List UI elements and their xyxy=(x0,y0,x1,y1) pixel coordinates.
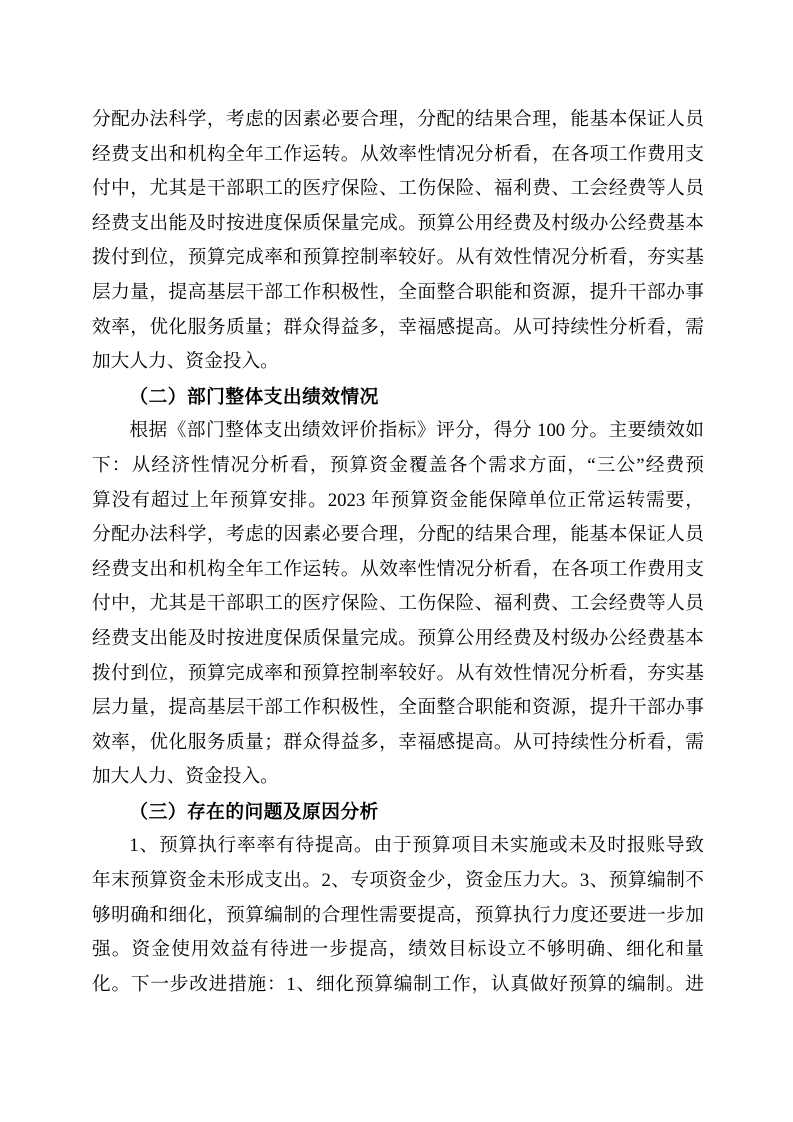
text-line: 层力量，提高基层干部工作积极性，全面整合职能和资源，提升干部办事 xyxy=(92,697,704,719)
text-line: 付中，尤其是干部职工的医疗保险、工伤保险、福利费、工会经费等人员 xyxy=(92,178,704,200)
text-line: 拨付到位，预算完成率和预算控制率较好。从有效性情况分析看，夯实基 xyxy=(92,662,704,684)
text-line: 经费支出和机构全年工作运转。从效率性情况分析看，在各项工作费用支 xyxy=(92,143,704,165)
text-line: 根据《部门整体支出绩效评价指标》评分，得分 100 分。主要绩效如 xyxy=(129,420,704,442)
text-line: 加大人力、资金投入。 xyxy=(92,351,279,373)
text-line: 效率，优化服务质量；群众得益多，幸福感提高。从可持续性分析看，需 xyxy=(92,316,704,338)
text-line: 分配办法科学，考虑的因素必要合理，分配的结果合理，能基本保证人员 xyxy=(92,524,704,546)
text-line: 下：从经济性情况分析看，预算资金覆盖各个需求方面，“三公”经费预 xyxy=(92,454,704,476)
text-line: 算没有超过上年预算安排。2023 年预算资金能保障单位正常运转需要， xyxy=(92,489,704,511)
text-line: 强。资金使用效益有待进一步提高，绩效目标设立不够明确、细化和量 xyxy=(92,939,704,961)
document-text-block xyxy=(92,103,704,1002)
text-line: 分配办法科学，考虑的因素必要合理，分配的结果合理，能基本保证人员 xyxy=(92,109,704,130)
text-line: 化。下一步改进措施：1、细化预算编制工作，认真做好预算的编制。进 xyxy=(92,973,704,995)
text-line: 加大人力、资金投入。 xyxy=(92,766,279,788)
text-line: 经费支出和机构全年工作运转。从效率性情况分析看，在各项工作费用支 xyxy=(92,558,704,580)
text-line: 效率，优化服务质量；群众得益多，幸福感提高。从可持续性分析看，需 xyxy=(92,731,704,753)
text-line: 付中，尤其是干部职工的医疗保险、工伤保险、福利费、工会经费等人员 xyxy=(92,593,704,615)
section-heading: （二）部门整体支出绩效情况 xyxy=(129,385,379,407)
section-heading: （三）存在的问题及原因分析 xyxy=(129,800,379,822)
text-line: 年末预算资金未形成支出。2、专项资金少，资金压力大。3、预算编制不 xyxy=(92,870,704,892)
text-line: 拨付到位，预算完成率和预算控制率较好。从有效性情况分析看，夯实基 xyxy=(92,247,704,269)
text-line: 经费支出能及时按进度保质保量完成。预算公用经费及村级办公经费基本 xyxy=(92,627,704,649)
text-line: 1、预算执行率率有待提高。由于预算项目未实施或未及时报账导致 xyxy=(129,835,704,857)
text-line: 经费支出能及时按进度保质保量完成。预算公用经费及村级办公经费基本 xyxy=(92,212,704,234)
text-line: 够明确和细化，预算编制的合理性需要提高，预算执行力度还要进一步加 xyxy=(92,904,704,926)
text-line: 层力量，提高基层干部工作积极性，全面整合职能和资源，提升干部办事 xyxy=(92,281,704,303)
